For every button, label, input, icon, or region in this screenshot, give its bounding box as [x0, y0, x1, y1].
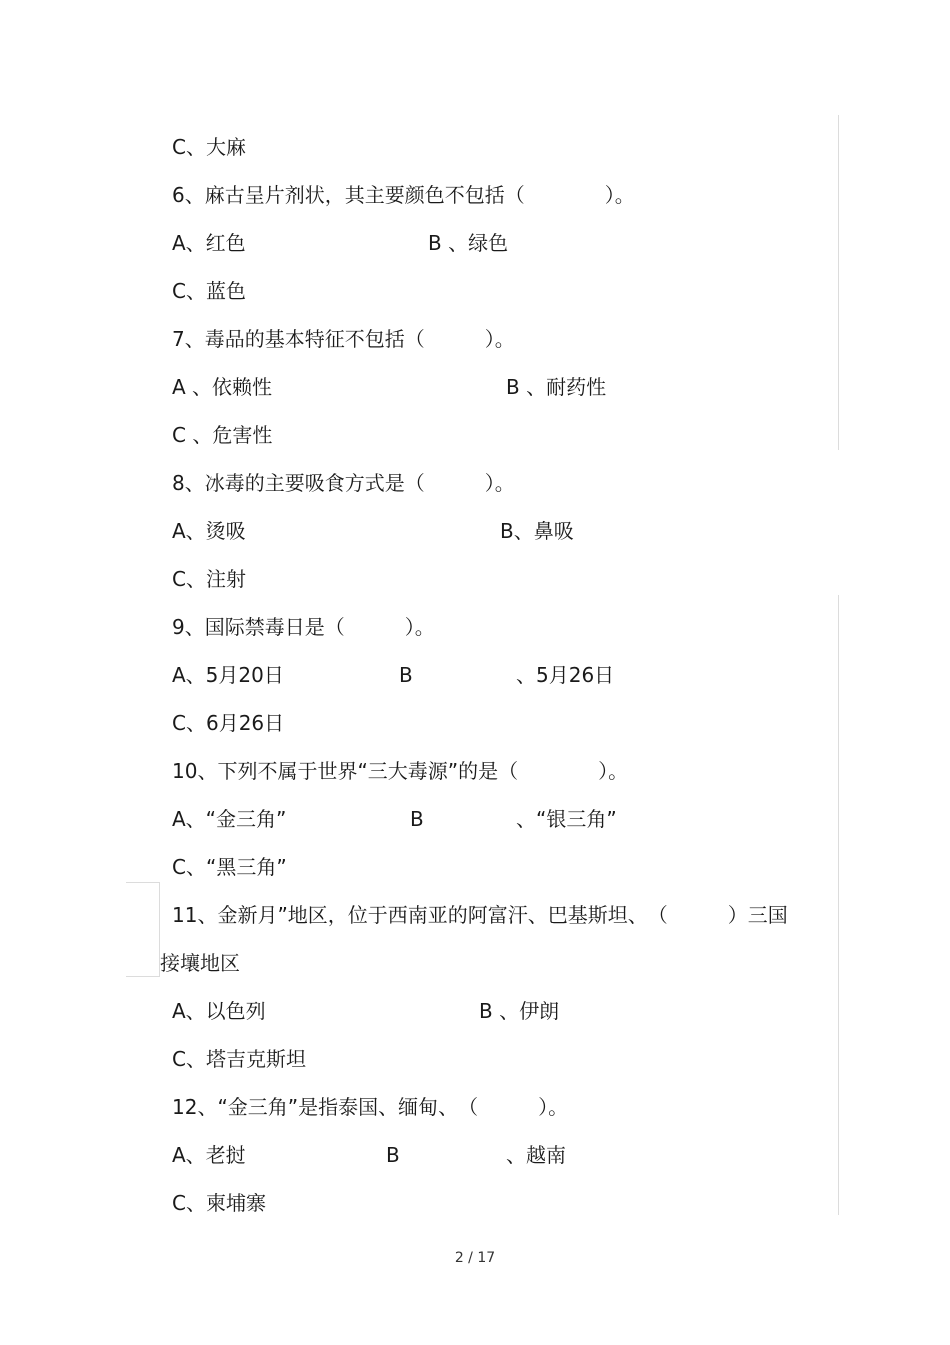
option-a: A、“金三角” [172, 807, 287, 831]
option-b-text: 、“银三角” [516, 807, 617, 831]
option-b: B [386, 1143, 400, 1167]
option-b-text: 、越南 [506, 1143, 566, 1167]
option-b-text: 、5月26日 [516, 663, 615, 687]
option-b: B 、耐药性 [506, 375, 607, 399]
option-c: C、塔吉克斯坦 [172, 1047, 306, 1071]
question-10: 10、下列不属于世界“三大毒源”的是（ ）。 [172, 759, 629, 783]
option-a: A、老挝 [172, 1143, 246, 1167]
option-c: C、6月26日 [172, 711, 285, 735]
option-c: C、蓝色 [172, 279, 246, 303]
question-11: 11、金新月”地区，位于西南亚的阿富汗、巴基斯坦、 （ ）三国 [172, 903, 788, 927]
question-11-continued: 接壤地区 [160, 951, 240, 975]
scan-rule [126, 882, 160, 883]
scan-rule [838, 595, 839, 1215]
option-a: A、5月20日 [172, 663, 284, 687]
question-7: 7、毒品的基本特征不包括（ ）。 [172, 327, 515, 351]
scan-rule [126, 976, 160, 977]
page-number: 2 / 17 [454, 1250, 496, 1266]
option-b: B、鼻吸 [500, 519, 574, 543]
scan-rule [838, 115, 839, 450]
option-a: A、烫吸 [172, 519, 246, 543]
option-b: B [410, 807, 424, 831]
option-c: C、柬埔寨 [172, 1191, 266, 1215]
option-a: A、以色列 [172, 999, 266, 1023]
option-b: B 、绿色 [428, 231, 509, 255]
question-8: 8、冰毒的主要吸食方式是（ ）。 [172, 471, 515, 495]
question-9: 9、国际禁毒日是（ ）。 [172, 615, 435, 639]
option-b: B 、伊朗 [479, 999, 560, 1023]
option-line: C、大麻 [172, 135, 246, 159]
option-b: B [399, 663, 413, 687]
option-a: A、红色 [172, 231, 246, 255]
option-c: C、注射 [172, 567, 246, 591]
question-6: 6、麻古呈片剂状，其主要颜色不包括（ ）。 [172, 183, 635, 207]
option-c: C、“黑三角” [172, 855, 287, 879]
question-12: 12、“金三角”是指泰国、缅甸、 （ ）。 [172, 1095, 569, 1119]
option-a: A 、依赖性 [172, 375, 273, 399]
option-c: C 、危害性 [172, 423, 273, 447]
